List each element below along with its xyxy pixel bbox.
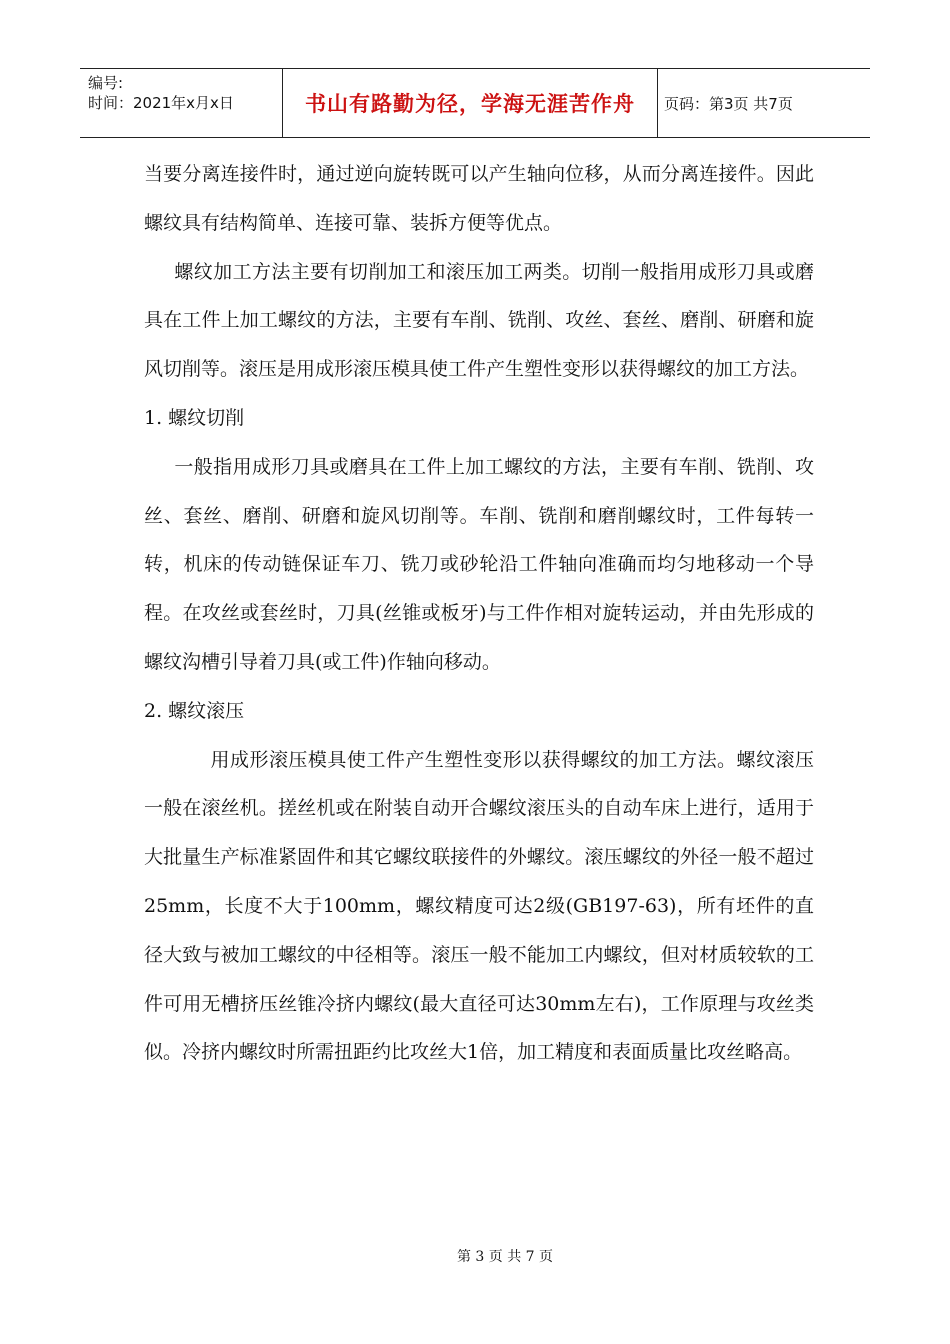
paragraph-cutting: 一般指用成形刀具或磨具在工件上加工螺纹的方法，主要有车削、铣削、攻丝、套丝、磨削、研磨和旋风切削等。车削、铣削和磨削螺纹时，工件每转一转，机床的传动链保证车刀、铣刀或砂轮沿工件轴向准确而均匀地移动一个导程。在攻丝或套丝时，刀具(丝锥或板牙)与工件作相对旋转运动，并由先形成的螺纹沟槽引导着刀具(或工件)作轴向移动。 — [144, 455, 814, 673]
document-body — [144, 150, 814, 1077]
section-heading-rolling: 2. 螺纹滚压 — [144, 699, 245, 722]
header-page-code: 页码：第3页 共7页 — [664, 94, 793, 113]
page-header — [80, 68, 870, 138]
time-label: 时间：2021年x月x日 — [88, 94, 234, 112]
page-footer: 第 3 页 共 7 页 — [456, 1249, 554, 1265]
header-motto: 书山有路勤为径，学海无涯苦作舟 — [282, 69, 658, 137]
paragraph-methods: 螺纹加工方法主要有切削加工和滚压加工两类。切削一般指用成形刀具或磨具在工件上加工螺纹的方法，主要有车削、铣削、攻丝、套丝、磨削、研磨和旋风切削等。滚压是用成形滚压模具使工件产生塑性变形以获得螺纹的加工方法。 — [144, 260, 814, 381]
section-heading-cutting: 1. 螺纹切削 — [144, 406, 245, 429]
paragraph-continuation: 当要分离连接件时，通过逆向旋转既可以产生轴向位移，从而分离连接件。因此螺纹具有结构简单、连接可靠、装拆方便等优点。 — [144, 163, 814, 234]
paragraph-rolling: 用成形滚压模具使工件产生塑性变形以获得螺纹的加工方法。螺纹滚压一般在滚丝机。搓丝机或在附装自动开合螺纹滚压头的自动车床上进行，适用于大批量生产标准紧固件和其它螺纹联接件的外螺纹。滚压螺纹的外径一般不超过25mm，长度不大于100mm，螺纹精度可达2级(GB197-63)，所有坯件的直径大致与被加工螺纹的中径相等。滚压一般不能加工内螺纹，但对材质较软的工件可用无槽挤压丝锥冷挤内螺纹(最大直径可达30mm左右)，工作原理与攻丝类似。冷挤内螺纹时所需扭距约比攻丝大1倍，加工精度和表面质量比攻丝略高。 — [144, 748, 814, 1064]
number-label: 编号: — [88, 74, 124, 92]
header-meta — [80, 69, 282, 137]
